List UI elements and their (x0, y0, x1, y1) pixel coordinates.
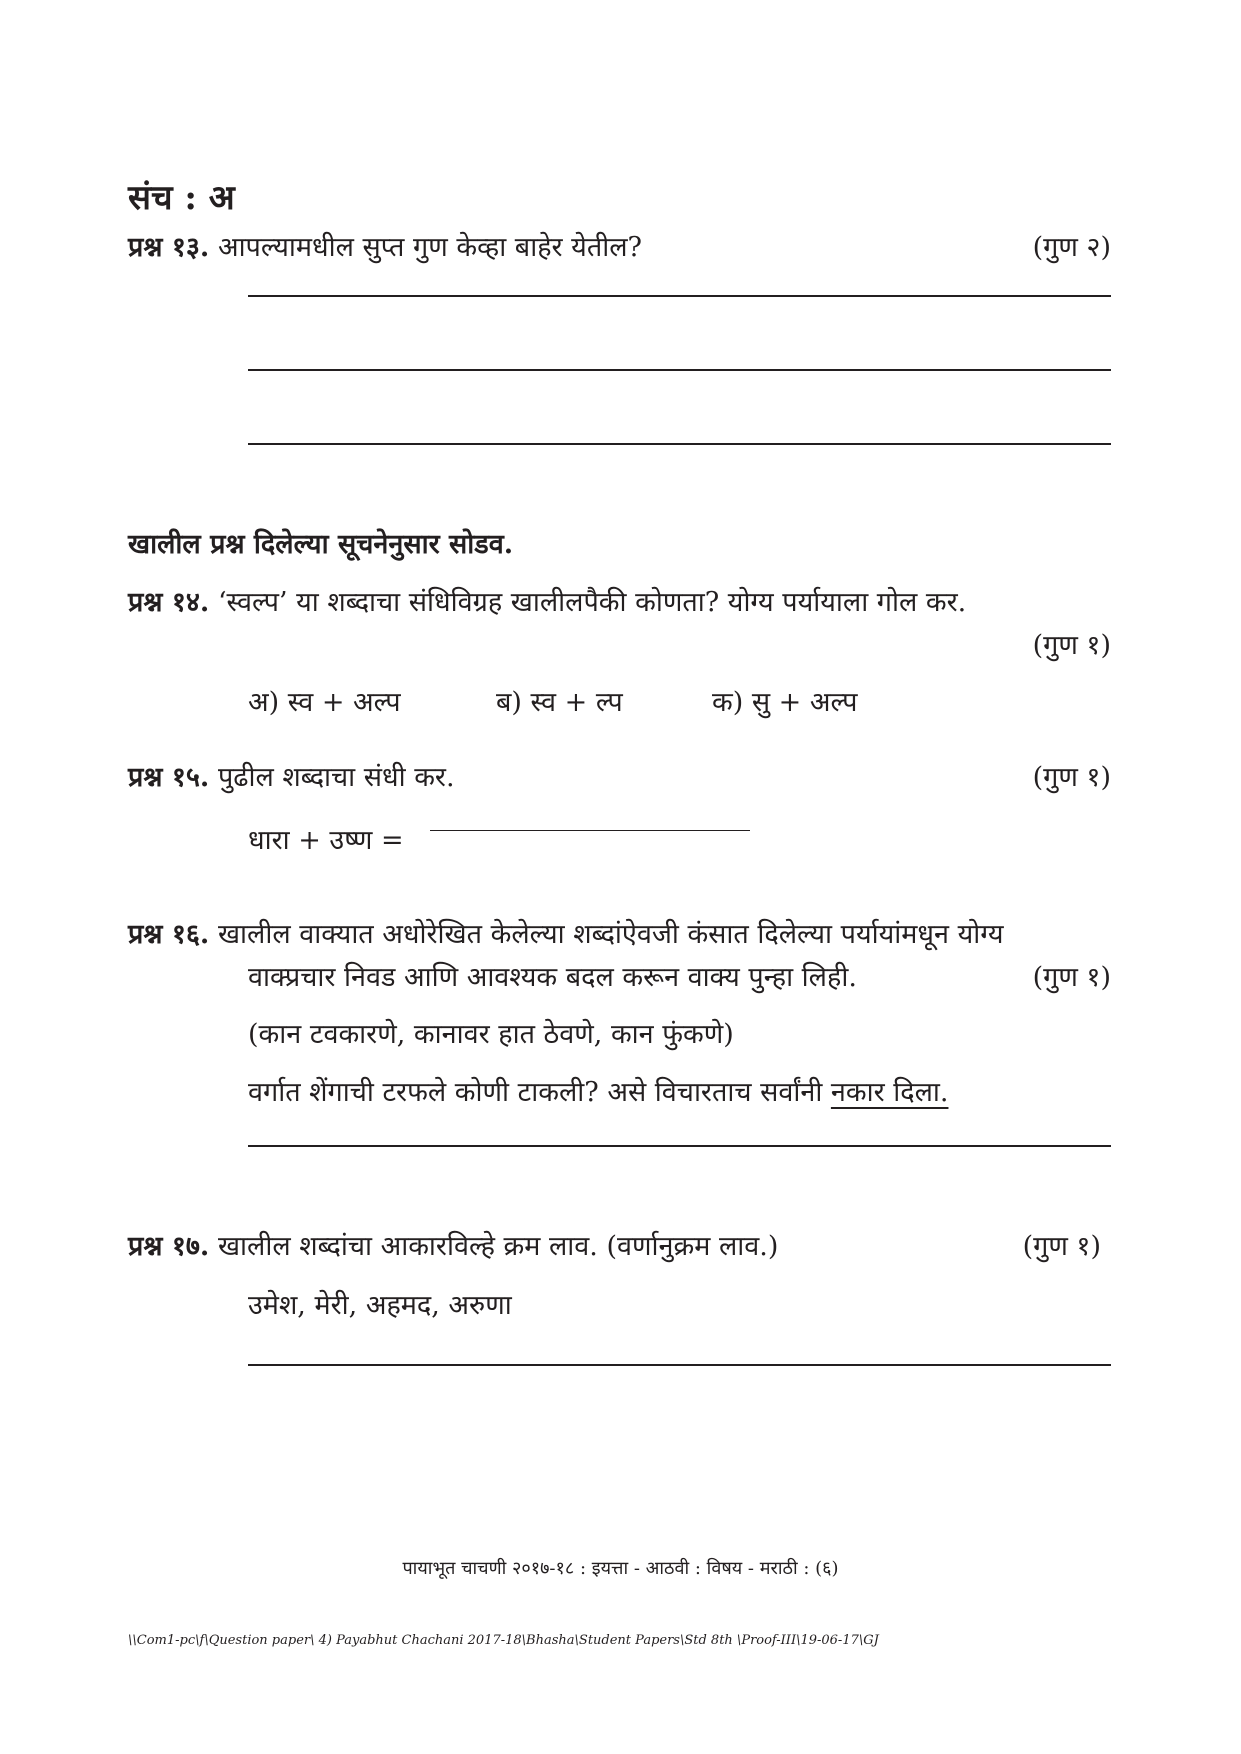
question-15-marks: (गुण १) (1032, 762, 1111, 793)
option-b[interactable]: ब) स्व + ल्प (496, 687, 623, 718)
question-16 (128, 917, 1003, 953)
question-17-number: प्रश्न १७. (128, 1231, 210, 1262)
answer-line[interactable] (248, 369, 1111, 371)
page-footer: पायाभूत चाचणी २०१७-१८ : इयत्ता - आठवी : विषय - मराठी : (६) (402, 1558, 839, 1579)
question-14 (128, 585, 966, 621)
question-16-choices: (कान टवकारणे, कानावर हात ठेवणे, कान फुंकणे) (248, 1019, 734, 1050)
question-14-marks: (गुण १) (1032, 630, 1111, 661)
question-15-number: प्रश्न १५. (128, 762, 210, 793)
question-16-line2: वाक्प्रचार निवड आणि आवश्यक बदल करून वाक्य पुन्हा लिही. (248, 962, 857, 993)
question-13-marks: (गुण २) (1032, 232, 1111, 263)
question-17-text: खालील शब्दांचा आकारविल्हे क्रम लाव. (वर्णानुक्रम लाव.) (217, 1231, 779, 1262)
question-14-text: ‘स्वल्प’ या शब्दाचा संधिविग्रह खालीलपैकी कोणता? योग्य पर्यायाला गोल कर. (217, 587, 967, 618)
sentence-text: वर्गात शेंगाची टरफले कोणी टाकली? असे विचारताच सर्वांनी (248, 1077, 831, 1108)
answer-blank[interactable] (430, 830, 750, 831)
question-16-line1: खालील वाक्यात अधोरेखित केलेल्या शब्दांऐवजी कंसात दिलेल्या पर्यायांमधून योग्य (217, 919, 1004, 950)
underlined-phrase: नकार दिला. (830, 1077, 949, 1108)
option-a[interactable]: अ) स्व + अल्प (248, 687, 401, 718)
question-14-number: प्रश्न १४. (128, 587, 210, 618)
question-13-text: आपल्यामधील सुप्त गुण केव्हा बाहेर येतील? (217, 232, 642, 263)
question-16-sentence (248, 1075, 948, 1111)
section-instruction: खालील प्रश्न दिलेल्या सूचनेनुसार सोडव. (128, 529, 514, 560)
question-17-words: उमेश, मेरी, अहमद, अरुणा (248, 1290, 512, 1321)
answer-line[interactable] (248, 1364, 1111, 1366)
question-17 (128, 1229, 778, 1265)
option-c[interactable]: क) सु + अल्प (712, 687, 858, 718)
question-13 (128, 230, 642, 266)
answer-line[interactable] (248, 295, 1111, 297)
question-17-marks: (गुण १) (1022, 1231, 1101, 1262)
question-15-expression: धारा + उष्ण = (248, 825, 404, 856)
question-16-marks: (गुण १) (1032, 962, 1111, 993)
question-16-number: प्रश्न १६. (128, 919, 210, 950)
answer-line[interactable] (248, 1145, 1111, 1147)
file-path: \\Com1-pc\f\Question paper\ 4) Payabhut Chachani 2017-18\Bhasha\Student Papers\Std 8th \Proof-III\19-06-17\GJ (128, 1633, 879, 1648)
question-15-text: पुढील शब्दाचा संधी कर. (217, 762, 455, 793)
question-15 (128, 760, 455, 796)
question-13-number: प्रश्न १३. (128, 232, 210, 263)
answer-line[interactable] (248, 443, 1111, 445)
set-title: संच : अ (128, 178, 235, 218)
